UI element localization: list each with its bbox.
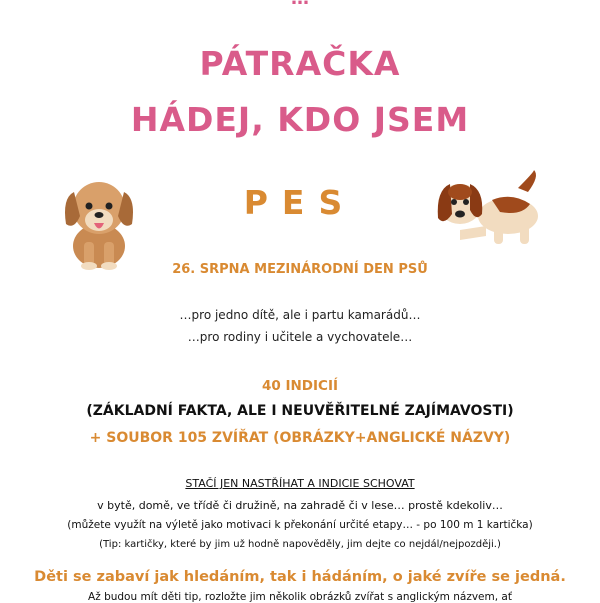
bottom-line: Až budou mít děti tip, rozložte jim několik obrázků zvířat s anglickým názvem, ať (88, 591, 512, 603)
instructions-heading: STAČÍ JEN NASTŘÍHAT A INDICIE SCHOVAT (185, 477, 415, 490)
instructions-where: v bytě, domě, ve třídě či družině, na zahradě či v lese… prostě kdekoliv… (97, 499, 503, 512)
date-line: 26. SRPNA MEZINÁRODNÍ DEN PSŮ (172, 262, 428, 277)
title-line-2: HÁDEJ, KDO JSEM (130, 100, 470, 139)
audience-line-2: …pro rodiny i učitele a vychovatele… (187, 330, 413, 344)
audience-line-1: …pro jedno dítě, ale i partu kamarádů… (179, 308, 421, 322)
animal-set-line: + SOUBOR 105 ZVÍŘAT (OBRÁZKY+ANGLICKÉ NÁZVY) (89, 430, 511, 446)
fun-line: Děti se zabaví jak hledáním, tak i hádáním, o jaké zvíře se jedná. (34, 569, 566, 585)
clues-count: 40 INDICIÍ (262, 378, 338, 394)
top-fragment (0, 0, 600, 9)
title-line-1: PÁTRAČKA (199, 44, 401, 83)
instructions-trip: (můžete využít na výletě jako motivaci k překonání určité etapy… - po 100 m 1 kartička) (67, 519, 533, 531)
facts-line: (ZÁKLADNÍ FAKTA, ALE I NEUVĚŘITELNÉ ZAJÍMAVOSTI) (86, 403, 514, 419)
animal-name: PES (243, 183, 357, 222)
instructions-tip: (Tip: kartičky, které by jim už hodně napověděly, jim dejte co nejdál/nejpozději.) (99, 539, 501, 550)
